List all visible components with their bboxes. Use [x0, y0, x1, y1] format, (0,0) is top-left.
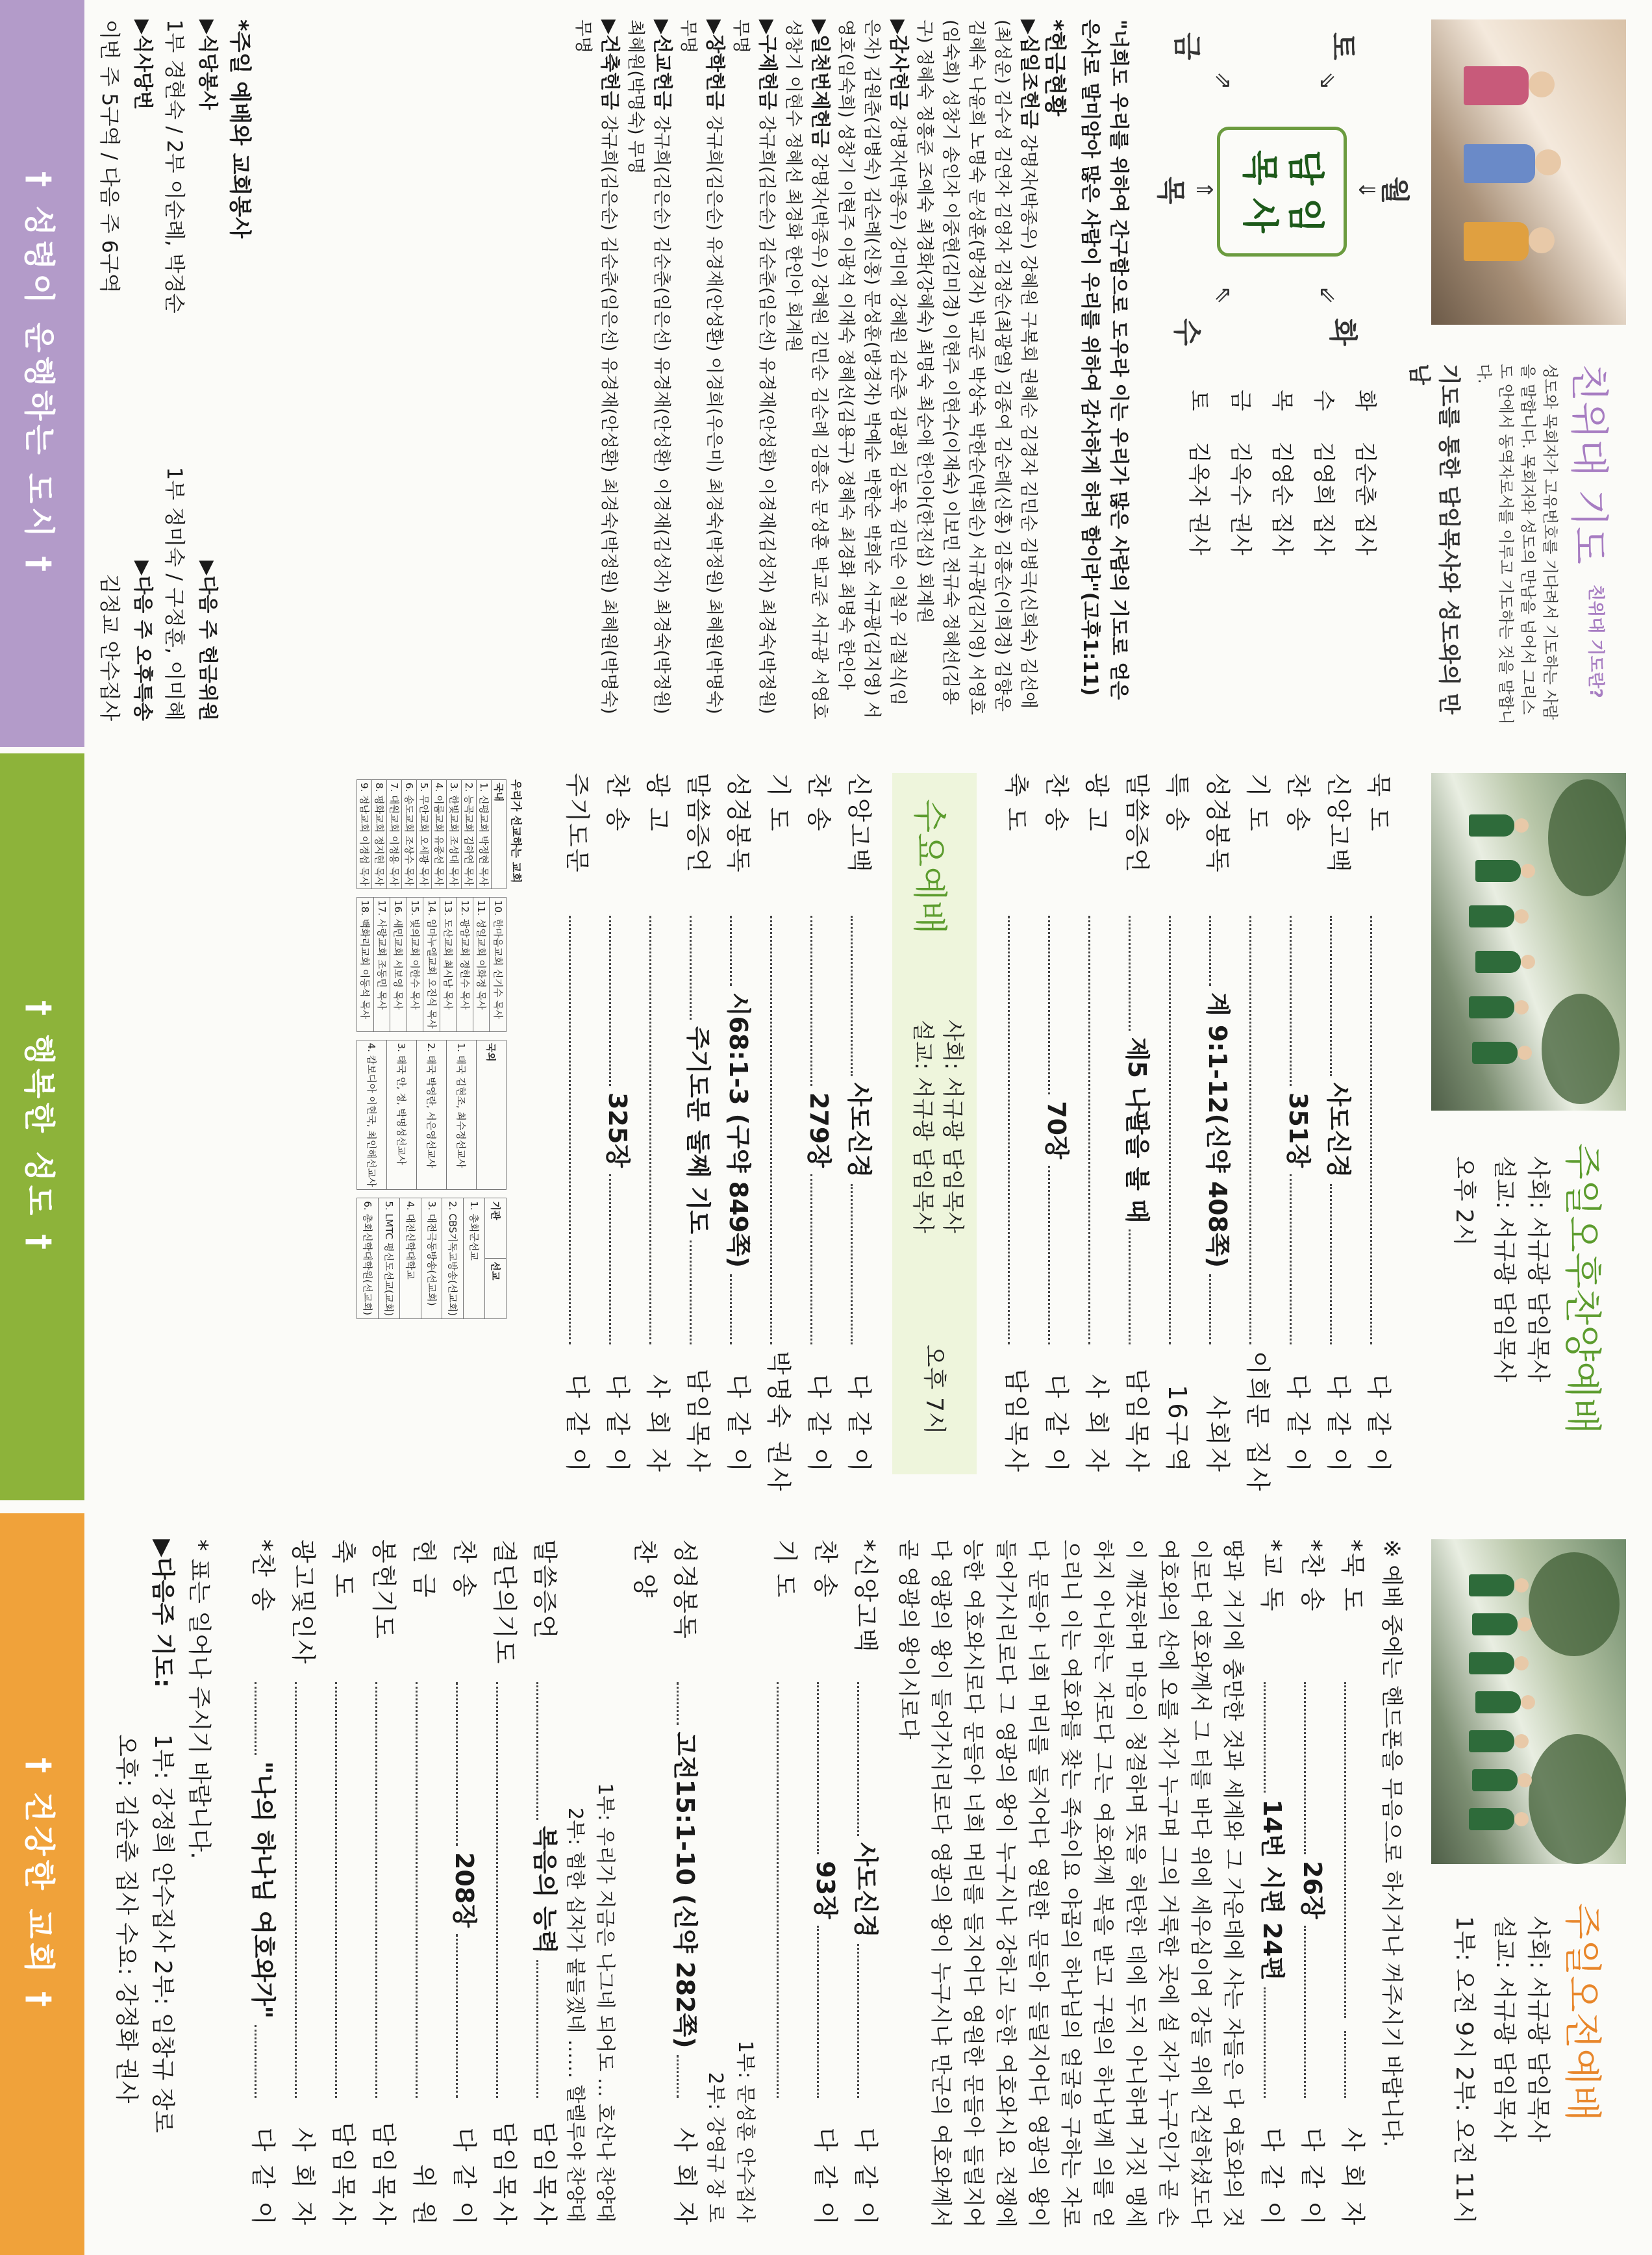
- leader-dots: [1304, 1682, 1306, 1854]
- order-row: 찬 송 351장 다 같 이: [1284, 773, 1312, 1474]
- compass-monday: 월: [1378, 177, 1411, 205]
- prayer-intro: 성도와 목회자가 고유번호를 기다려서 기도하는 사람을 말합니다. 목회자와 성도의 만남을 넘어서 그리스도 안에서 동역자로서를 이루고 기도하는 것을 말합니다.: [1475, 364, 1559, 725]
- leader-dots: [817, 1926, 819, 2098]
- prayer-schedule: [1178, 390, 1386, 714]
- service-row: ▶식사당번 ▶다음 주 오후특송: [131, 19, 154, 721]
- leader-dots: [857, 1944, 859, 2098]
- compass-saturday: 토: [1326, 32, 1359, 60]
- congregation-photo: [1431, 773, 1626, 1111]
- offering-item: ▶십일조헌금 강명자(박종우) 강혜원 구복회 권혜순 김경자 김민순 김병극(신희숙) 김선애(최성운) 김수성 김연자 김영자 김정순(최광열) 김종여 김순례(신홍) 김흥순(이희경) 김향운 김혜숙 나윤희 노명숙 문성훈(방경자) 박교준 박상숙 박한순(박희순) 서규광(김지영) 서영호(임숙희) 성창기 송인자 이중현(김미경) 이현주 이현수(이재숙) 이보민 전규숙 정혜선(김용구) 정혜숙 정흥준 조예숙 최경화(강혜숙) 최명숙 최순애 한인아(한진섭) 회계원: [914, 19, 1040, 715]
- afternoon-service-host: 사회: 서규광 담임목사 설교: 서규광 담임목사 오후 2시: [1451, 1156, 1551, 1382]
- order-row: *묵 도 사 회 자: [1338, 1539, 1367, 2228]
- leader-dots: [649, 916, 651, 1344]
- leader-dots: [416, 1682, 418, 2098]
- leader-dots: [730, 1274, 732, 1344]
- afternoon-service-panel: [0, 753, 1652, 1500]
- leader-dots: [1344, 2031, 1346, 2098]
- leader-dots: [817, 1682, 819, 1854]
- leader-dots: [1264, 1987, 1266, 2098]
- offering-section: *헌금현황 ▶십일조헌금 강명자(박종우) 강혜원 구복회 권혜순 김경자 김민순 김병극(신희숙) 김선애(최성운) 김수성 김연자 김영자 김정순(최광열) 김종여 김순례(신홍) 김흥순(이희경) 김향운 김혜숙 나윤희 노명숙 문성훈(방경자) 박교준 박상숙 박한순(박희순) 서규광(김지영) 서영호(임숙희) 성창기 송인자 이중현(김미경) 이현주 이현수(이재숙) 이보민 전규숙 정혜선(김용구) 정혜숙 정흥준 조예숙 최경화(강혜숙) 최명숙 최순애 한인아(한진섭) 회계원 ▶감사헌금 강명자(박종우) 강미애 강혜원 김순춘 김광희 김동욱 김민순 이철우 김철식(임은자) 김원춘(김병숙) 김순례(신홍) 문성훈(방경자) 박예순 박한순 박희순 서규광(김지영) 서영호(임숙희) 성창기 이현주 이광석 이재숙 정혜선(김용구) 정혜숙 최경화 최명숙 한인아 ▶일천번제헌금 강명자(박종우) 강혜원 김민순 김순례 김흥순 문성훈 박교준 서규광 서영호 성창기 이현수 정혜선 최경화 한인아 회계원 ▶구제헌금 강규희(김은순) 김순춘(임은선) 유경재(안성환) 이경재(김성자) 최경숙(박정원) 무명 ▶장학헌금 강규희(김은순) 유경재(안성환) 이경희(우은미) 최경숙(박정원) 최혜원(박명숙) 무명 ▶선교헌금 강규희(김은순) 김순춘(임은선) 유경재(안성환) 이경재(김성자) 최경숙(박정원) 최혜원(박명숙) 무명 ▶건축헌금 강규희(김은순) 김순춘(임은선) 유경재(안성환) 최경숙(박정원) 최혜원(박명숙) 무명: [569, 19, 1068, 721]
- order-row: *신앙고백 사도신경 다 같 이: [851, 1539, 880, 2228]
- service-section: *주일 예배와 교회봉사 ▶식당봉사 ▶다음 주 헌금위원 1부 경현숙 / 2부 이순례, 박경순 1부 정미숙 / 구정훈, 이미혜 ▶식사당번 ▶다음 주 오후특송 이번 주 5구역 / 다음 주 6구역 김정교 안수집사: [94, 19, 256, 721]
- mission-domestic-table-2: 10. 한마음교회 신기수 목사 11. 성일교회 이화정 목사 12. 광암교회 정헌수 목사 13. 도산교회 최시남 목사 14. 임마누엘교회 오진식 목사 15. 빛의교회 이한수 목사 16. 새민교회 서보영 목사 17. 사랑교회 조동민 목사 18. 백화리교회 이동석 목사: [357, 897, 507, 1032]
- order-row: 찬 송 208장 다 같 이: [450, 1539, 479, 2228]
- prayer-title: 친위대 기도: [1566, 364, 1611, 564]
- wednesday-host: 사회: 서규광 담임목사 설교: 서규광 담임목사: [910, 1020, 966, 1233]
- order-row: 결단의기도 담임목사: [490, 1539, 519, 2228]
- leader-dots: [1344, 1682, 1346, 2018]
- order-row: *교 독 14번 시편 24편 다 같 이: [1258, 1539, 1286, 2228]
- order-row: 신앙고백 사도신경 다 같 이: [845, 773, 873, 1474]
- leader-dots: [677, 1682, 679, 1725]
- choir-photo: [1431, 1539, 1626, 1864]
- prayer-subtitle: 친위대 기도란?: [1586, 585, 1605, 698]
- leader-dots: [295, 1682, 297, 2098]
- choir-sub-row: 2부: 험한 십자가 붙들겠네 …… 할렐루야 찬양대: [564, 1807, 586, 2223]
- leader-dots: [1169, 916, 1171, 1344]
- leader-dots: [456, 1682, 458, 1846]
- order-row: 광고및인사 사 회 자: [289, 1539, 318, 2228]
- order-row: 찬 송 279장 다 같 이: [805, 773, 833, 1474]
- schedule-row: 화 김순춘 집사: [1352, 390, 1378, 556]
- leader-dots: [1129, 1229, 1131, 1344]
- order-row: 묵 도 다 같 이: [1364, 773, 1393, 1474]
- order-row: 말씀증언 주기도문 둘째 기도 담임목사: [684, 773, 712, 1474]
- mission-table: [357, 779, 522, 1468]
- offering-item: ▶구제헌금 강규희(김은순) 김순춘(임은선) 유경재(안성환) 이경재(김성자) 최경숙(박정원) 무명: [731, 19, 779, 714]
- order-row: *찬 송 "나의 하나님 여호와가" 다 같 이: [249, 1539, 277, 2228]
- compass-tuesday: 화: [1326, 318, 1359, 346]
- order-row: 말씀증언 복음의 능력 담임목사: [531, 1539, 559, 2228]
- offering-item: ▶건축헌금 강규희(김은순) 김순춘(임은선) 유경재(안성환) 최경숙(박정원) 최혜원(박명숙) 무명: [573, 19, 621, 714]
- morning-order-2: [243, 1539, 886, 2228]
- offering-item: ▶감사헌금 강명자(박종우) 강미애 강혜원 김순춘 김광희 김동욱 김민순 이철우 김철식(임은자) 김원춘(김병숙) 김순례(신홍) 문성훈(방경자) 박예순 박한순 박희순 서규광(김지영) 서영호(임숙희) 성창기 이현주 이광석 이재숙 정혜선(김용구) 정혜숙 최경화 최명숙 한인아: [836, 19, 910, 719]
- leader-dots: [1330, 1184, 1332, 1344]
- panel3-footer-band: † 성령이 운행하는 도시 †: [0, 0, 84, 747]
- leader-dots: [1249, 916, 1251, 1344]
- leader-dots: [456, 1934, 458, 2098]
- leader-dots: [255, 1682, 257, 1755]
- leader-dots: [1008, 916, 1010, 1344]
- order-row: 기 도 이희문 집사: [1244, 773, 1272, 1494]
- offering-item: ▶장학헌금 강규희(김은순) 유경재(안성환) 이경희(우은미) 최경숙(박정원) 최혜원(박명숙) 무명: [678, 19, 726, 714]
- prayer-photo: [1431, 19, 1626, 325]
- mission-domestic-table: 국내 1. 신평교회 박정현 목사 2. 능곡교회 김하연 목사 3. 한빛교회 조성대 목사 4. 이룸교회 유종선 목사 5. 무안교회 오세광 목사 6. 송도교회 조상수 목사 7. 대원교회 이정용 목사 8. 평화교회 정지현 목사 9. 정남교회 이경섭 목사: [357, 779, 507, 889]
- morning-footnotes: * 표는 일어나 주시기 바랍니다. ▶다음주 기도: 1부: 강정희 안수집사 2부: 임창규 장로 오후: 김순춘 집사 수요: 강정화 권사: [113, 1539, 212, 2134]
- leader-dots: [609, 916, 611, 1086]
- compass-thursday: 목: [1154, 177, 1187, 205]
- leader-dots: [851, 1184, 853, 1344]
- morning-order-1: [1252, 1539, 1373, 2228]
- mission-table-title: 우리가 선교하는 교회: [509, 779, 522, 883]
- compass-center: 담 임 목 사: [1217, 127, 1347, 257]
- leader-dots: [1370, 916, 1372, 1344]
- offering-item: ▶일천번제헌금 강명자(박종우) 강혜원 김민순 김순례 김흥순 문성훈 박교준 서규광 서영호 성창기 이현수 정혜선 최경화 한인아 회계원: [783, 19, 831, 720]
- leader-dots: [1048, 916, 1050, 1094]
- order-row: 특 송 16구역: [1163, 773, 1192, 1474]
- wednesday-time: 오후 7시: [921, 1344, 947, 1435]
- wednesday-order: [557, 773, 879, 1494]
- morning-service-title: 주일오전예배: [1560, 1903, 1605, 2122]
- leader-dots: [1088, 916, 1090, 1344]
- schedule-row: 토 김옥자 권사: [1186, 390, 1212, 556]
- leader-dots: [810, 1174, 812, 1344]
- morning-service-panel: [0, 1513, 1652, 2255]
- order-row: 헌 금 위 원: [410, 1539, 438, 2228]
- order-row: 신앙고백 사도신경 다 같 이: [1324, 773, 1353, 1474]
- order-row: 성경봉독 시68:1-3 (구약 849쪽) 다 같 이: [724, 773, 753, 1475]
- leader-dots: [536, 1960, 538, 2098]
- leader-dots: [1290, 1174, 1292, 1344]
- compass: 월 ⇓ 토 ⇘ 화 ⇙ 담 임 목 사 ⇗ 금 ⇖ 수 ⇑ 목: [1158, 19, 1418, 357]
- order-row: 찬 양: [631, 1539, 659, 1599]
- leader-dots: [496, 1682, 498, 2098]
- mission-foreign-table: 국외 1. 태국 김현조, 최수정선교사 2. 태국 박영란, 서은영선교사 3. 태국 안, 정, 박명성선교사 4. 캄보디아 이현국, 최인해선교사: [357, 1040, 507, 1190]
- leader-dots: [1290, 916, 1292, 1086]
- prayer-panel: [0, 0, 1652, 747]
- order-row: 광 고 사 회 자: [1083, 773, 1111, 1474]
- schedule-row: 수 김영희 집사: [1310, 390, 1336, 556]
- service-row: 이번 주 5구역 / 다음 주 6구역 김정교 안수집사: [97, 19, 122, 721]
- morning-service-host: 사회: 서규광 담임목사 설교: 서규광 담임목사 1부: 오전 9시 2부: 오전 11시: [1451, 1916, 1551, 2224]
- mission-org-table: 기관 선교 1. 총회군선교 2. CBS기독교방송(선교회) 3. 대전극동방송(선교회) 4. 대전신학대학교 5. LMTC 평신도선교(교회) 6. 총회신학대학원(선교회): [357, 1198, 507, 1319]
- leader-dots: [609, 1174, 611, 1344]
- leader-dots: [1330, 916, 1332, 1076]
- leader-dots: [857, 1682, 859, 1836]
- offering-item: ▶선교헌금 강규희(김은순) 김순춘(임은선) 유경재(안성환) 이경재(김성자) 최경숙(박정원) 최혜원(박명숙) 무명: [625, 19, 673, 714]
- order-row: 봉헌기도 담임목사: [369, 1539, 398, 2228]
- compass-friday: 금: [1170, 32, 1203, 60]
- order-row: 찬 송 325장 다 같 이: [603, 773, 632, 1474]
- wednesday-header: [892, 773, 977, 1474]
- panel2-footer-band: † 행복한 성도 †: [0, 753, 84, 1500]
- leader-dots: [810, 916, 812, 1086]
- leader-dots: [1048, 1166, 1050, 1344]
- leader-dots: [770, 916, 772, 1344]
- order-row: 말씀증언 제5 나팔을 불 때 담임목사: [1123, 773, 1151, 1475]
- leader-dots: [1129, 916, 1131, 1031]
- choir-sub-row: 1부: 우리가 지금은 나그네 되어도 … 호산나 찬양대: [594, 1783, 616, 2223]
- meeting-title: 기도를 통한 담임목사와 성도와의 만남: [1406, 364, 1462, 715]
- order-row: 성경봉독 계 9:1-12(신약 408쪽) 사회자: [1203, 773, 1232, 1475]
- order-row: 기 도: [765, 1539, 805, 2228]
- order-row: 축 도 담임목사: [1002, 773, 1031, 1474]
- order-row: 기 도 박명숙 권사: [764, 773, 793, 1494]
- order-row: 찬 송 70장 다 같 이: [1042, 773, 1071, 1474]
- service-row: ▶식당봉사 ▶다음 주 헌금위원: [196, 19, 219, 721]
- afternoon-order: [996, 773, 1399, 1494]
- leader-dots: [569, 916, 571, 1344]
- leader-dots: [1264, 1682, 1266, 1793]
- schedule-row: 금 김옥수 권사: [1227, 390, 1253, 556]
- responsive-reading-text: 땅과 거기에 충만한 것과 세계와 그 가운데에 사는 자들은 다 여호와의 것이로다 여호와께서 그 터를 바다 위에 세우심이여 강들 위에 건설하셨도다 여호와의 산에 오를 자가 누구며 그의 거룩한 곳에 설 자가 누구인가 곧 손이 깨끗하며 마음이 청결하며 뜻을 허탄한 데에 두지 아니하며 거짓 맹세하지 아니하는 자로다 그는 여호와께 복을 받고 구원의 하나님께 의를 얻으리니 이는 여호와를 찾는 족속이요 야곱의 하나님의 얼굴을 구하는 자로다 문들아 너희 머리를 들지어다 영원한 문들아 들릴지어다 영광의 왕이 들어가시리로다 그 영광의 왕이 누구시냐 강하고 능한 여호와시요 전쟁에 능한 여호와시로다 문들아 너희 머리를 들지어다 영원한 문들아 들릴지어다 영광의 왕이 들어가시리로다 영광의 왕이 누구시냐 만군의 여호와께서 곧 영광의 왕이시로다: [896, 1539, 1246, 2228]
- leader-dots: [690, 916, 692, 1020]
- order-row: 축 도 담임목사: [329, 1539, 358, 2228]
- leader-dots: [255, 2025, 257, 2098]
- leader-dots: [851, 916, 853, 1076]
- morning-notice: ※ 예배 중에는 핸드폰을 무음으로 하시거나 꺼주시기 바랍니다.: [1379, 1539, 1405, 2148]
- order-row: 성경봉독 고전15:1-10 (신약 282쪽) 사 회 자: [671, 1539, 699, 2228]
- order-row: 광 고 사 회 자: [644, 773, 672, 1474]
- order-row: 찬 송 93장 다 같 이: [811, 1539, 840, 2228]
- prayer-sub-row: 1부: 문성훈 안수집사: [734, 2040, 757, 2223]
- order-row: 주기도문 다 같 이: [563, 773, 592, 1474]
- leader-dots: [690, 1241, 692, 1344]
- order-row: *찬 송 26장 다 같 이: [1298, 1539, 1327, 2228]
- leader-dots: [1304, 1926, 1306, 2098]
- leader-dots: [677, 2055, 679, 2098]
- leader-dots: [730, 916, 732, 986]
- leader-dots: [1209, 916, 1211, 986]
- leader-dots: [335, 1682, 337, 2098]
- schedule-row: 목 김영순 집사: [1269, 390, 1295, 556]
- compass-wednesday: 수: [1170, 318, 1203, 346]
- leader-dots: [536, 1682, 538, 1820]
- prayer-verse: "너희도 우리를 위하여 간구함으로 도우라 이는 우리가 많은 사람의 기도로 얻은 은사로 말미암아 많은 사람이 우리를 위하여 감사하게 하려 함이라"(고후1:11): [1079, 19, 1130, 700]
- service-row: 1부 경현숙 / 2부 이순례, 박경순 1부 정미숙 / 구정훈, 이미혜: [162, 19, 187, 721]
- leader-dots: [375, 1682, 377, 2098]
- leader-dots: [777, 1682, 779, 2098]
- wednesday-title: 수요예배: [909, 799, 950, 935]
- panel1-footer-band: † 건강한 교회 †: [0, 1513, 84, 2255]
- leader-dots: [1209, 1274, 1211, 1344]
- prayer-sub-row: 2부: 강영규 장 로: [704, 2072, 727, 2223]
- afternoon-service-title: 주일오후찬양예배: [1560, 1143, 1605, 1435]
